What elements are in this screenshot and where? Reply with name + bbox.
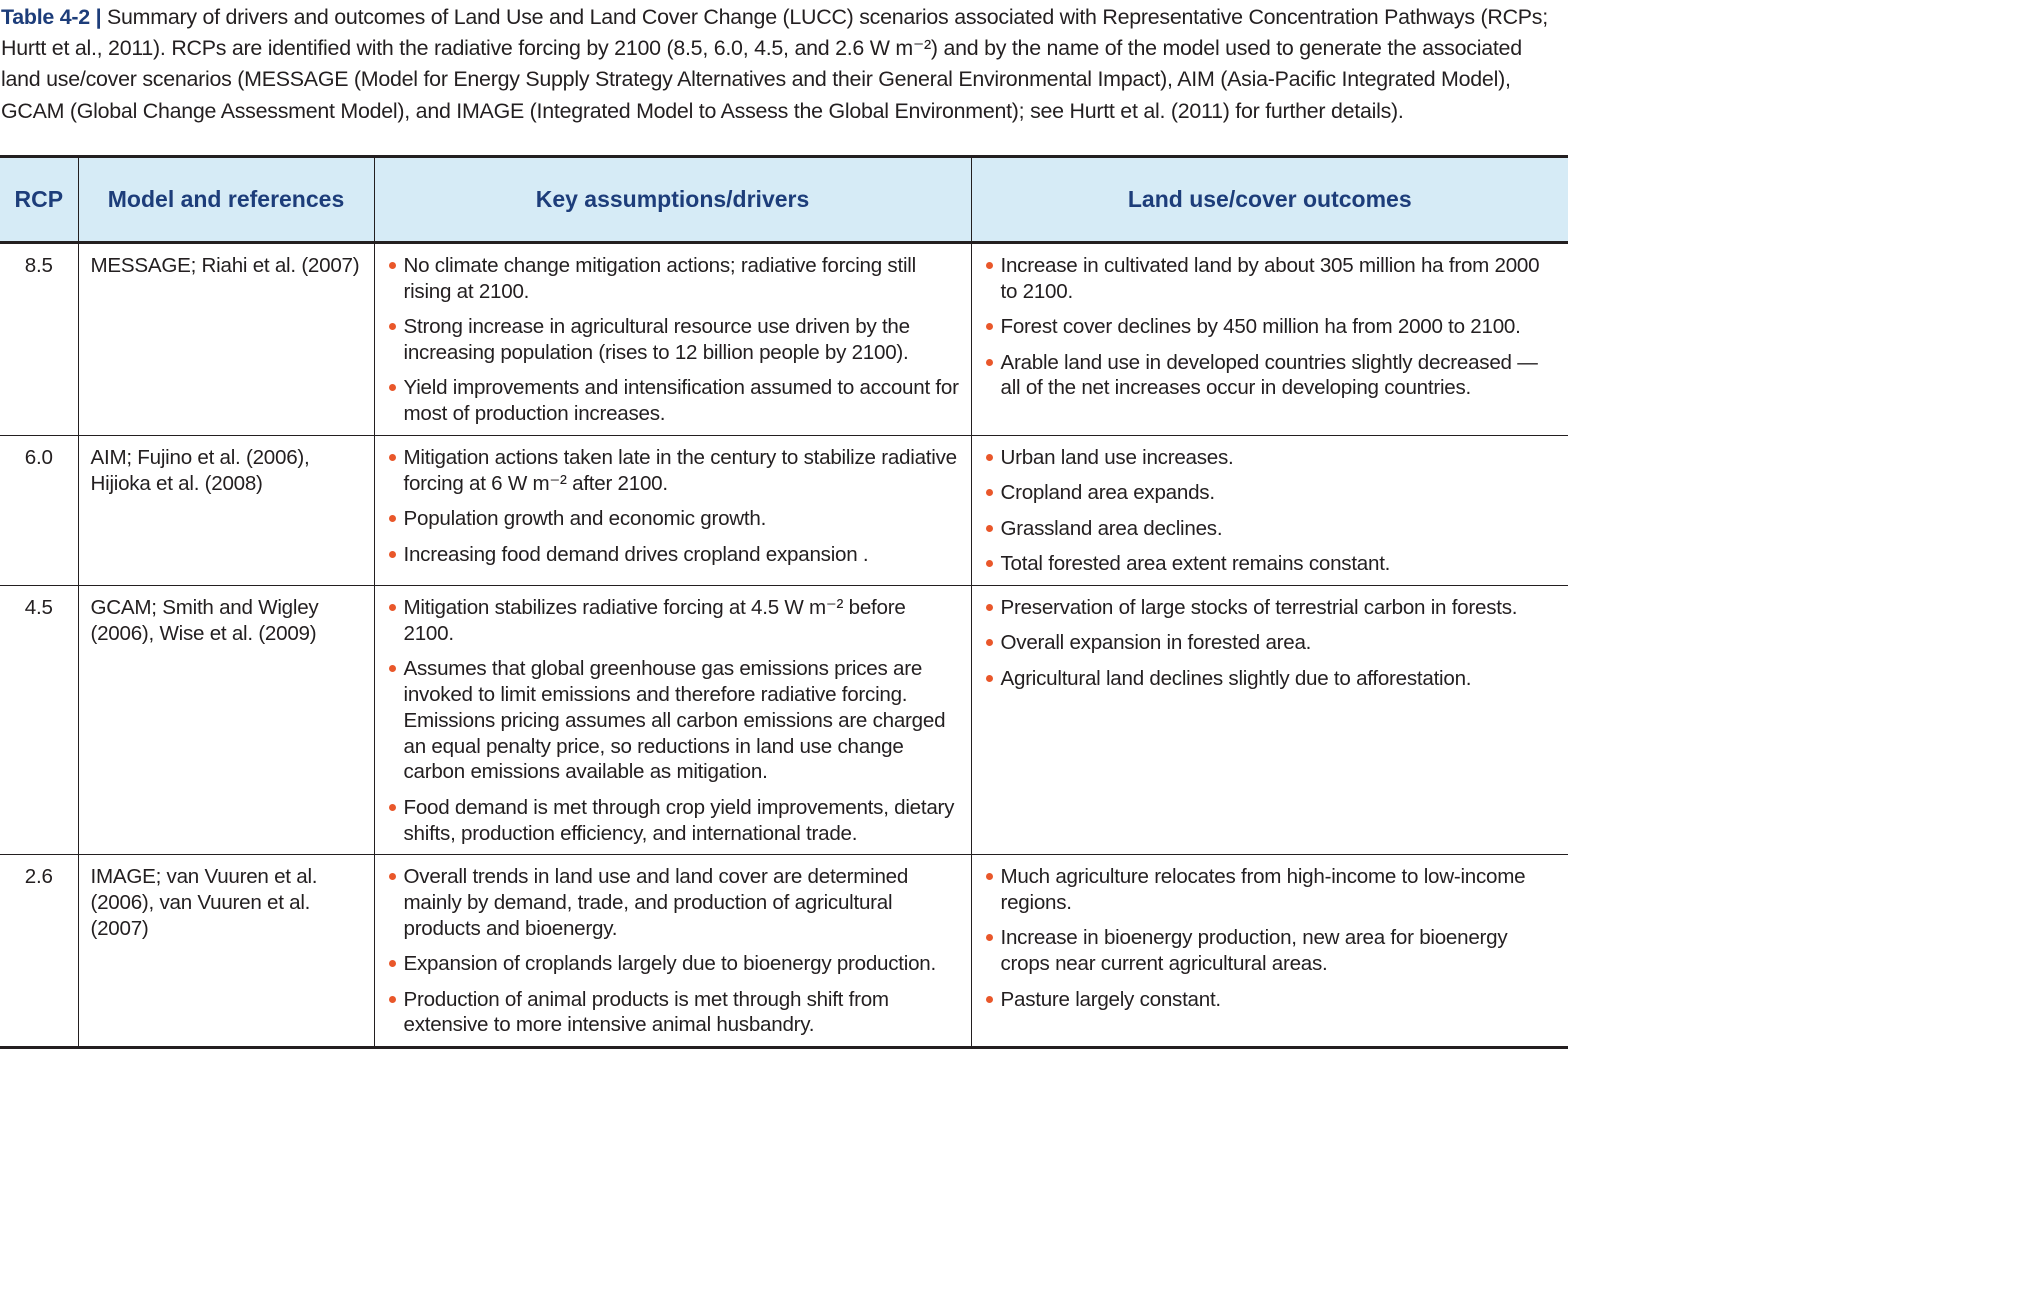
driver-text: Mitigation actions taken late in the century to stabilize radiative forcing at 6 W m⁻² after 2100. [403,445,957,495]
drivers-cell [374,855,971,1048]
bullet-icon [389,515,396,522]
driver-text: Food demand is met through crop yield improvements, dietary shifts, production efficiency, and international trade. [403,795,955,845]
outcome-text: Preservation of large stocks of terrestrial carbon in forests. [1000,595,1518,619]
outcome-item [984,445,1559,471]
bullet-icon [389,960,396,967]
bullet-icon [389,665,396,672]
outcome-text: Grassland area declines. [1000,516,1223,540]
bullet-icon [986,873,993,880]
bullet-icon [389,262,396,269]
bullet-icon [389,323,396,330]
drivers-cell [374,243,971,436]
bullet-icon [389,454,396,461]
driver-list [387,253,961,427]
outcomes-cell [971,243,1568,436]
outcome-text: Arable land use in developed countries slightly decreased — all of the net increases occur in developing countries. [1000,350,1538,400]
outcome-text: Overall expansion in forested area. [1000,631,1312,655]
bullet-icon [389,873,396,880]
driver-list [387,445,961,567]
lucc-scenarios-table-wrapper [0,155,1568,1049]
driver-item [387,314,961,366]
driver-text: Expansion of croplands largely due to bioenergy production. [403,952,936,976]
bullet-icon [986,525,993,532]
bullet-icon [986,934,993,941]
outcome-text: Total forested area extent remains constant. [1000,552,1391,576]
driver-item [387,253,961,305]
outcome-item [984,350,1559,402]
table-body [0,243,1568,1048]
table-row [0,855,1568,1048]
driver-text: No climate change mitigation actions; radiative forcing still rising at 2100. [403,254,916,303]
table-row [0,243,1568,436]
driver-text: Yield improvements and intensification assumed to account for most of production increases. [403,376,959,426]
bullet-icon [389,996,396,1003]
driver-item [387,656,961,785]
outcomes-cell [971,855,1568,1048]
outcome-item [984,551,1559,577]
outcome-text: Pasture largely constant. [1000,987,1221,1011]
bullet-icon [986,675,993,682]
outcome-text: Cropland area expands. [1000,481,1215,505]
table-header [0,157,1568,243]
driver-list [387,595,961,846]
drivers-cell [374,435,971,585]
outcome-text: Much agriculture relocates from high-income to low-income regions. [1000,865,1526,915]
driver-text: Population growth and economic growth. [403,507,767,531]
rcp-cell: 2.6 [0,855,78,1048]
bullet-icon [986,489,993,496]
outcome-item [984,314,1559,340]
bullet-icon [986,639,993,646]
bullet-icon [986,262,993,269]
bullet-icon [389,384,396,391]
driver-text: Increasing food demand drives cropland expansion . [403,542,869,566]
header-rcp: RCP [0,157,78,243]
table-caption [1,2,1563,127]
driver-item [387,795,961,847]
outcome-text: Urban land use increases. [1000,445,1234,469]
outcome-item [984,253,1559,305]
driver-text: Assumes that global greenhouse gas emissions prices are invoked to limit emissions and therefore radiative forcing. Emissions pricing assumes all carbon emissions are charged an equal penalty price, so reductions in land use change carbon emissions available as mitigation. [403,657,946,784]
header-model: Model and references [78,157,374,243]
table-row [0,435,1568,585]
driver-list [387,864,961,1038]
header-drivers: Key assumptions/drivers [374,157,971,243]
outcome-list [984,253,1559,401]
outcome-item [984,666,1559,692]
model-cell: IMAGE; van Vuuren et al. (2006), van Vuuren et al. (2007) [78,855,374,1048]
outcome-text: Increase in bioenergy production, new area for bioenergy crops near current agricultural areas. [1000,926,1508,976]
driver-item [387,595,961,647]
drivers-cell [374,585,971,854]
outcomes-cell [971,585,1568,854]
driver-item [387,864,961,941]
driver-item [387,506,961,532]
outcome-list [984,595,1559,692]
header-outcomes: Land use/cover outcomes [971,157,1568,243]
driver-text: Production of animal products is met through shift from extensive to more intensive animal husbandry. [403,987,889,1037]
outcome-item [984,630,1559,656]
table-row [0,585,1568,854]
rcp-cell: 6.0 [0,435,78,585]
driver-text: Mitigation stabilizes radiative forcing at 4.5 W m⁻² before 2100. [403,595,906,645]
driver-text: Overall trends in land use and land cover are determined mainly by demand, trade, and production of agricultural products and bioenergy. [403,865,909,940]
outcome-item [984,864,1559,916]
model-cell: MESSAGE; Riahi et al. (2007) [78,243,374,436]
driver-text: Strong increase in agricultural resource use driven by the increasing population (rises to 12 billion people by 2100). [403,315,910,364]
bullet-icon [986,604,993,611]
bullet-icon [389,804,396,811]
bullet-icon [389,604,396,611]
rcp-cell: 4.5 [0,585,78,854]
outcome-text: Agricultural land declines slightly due to afforestation. [1000,666,1472,690]
outcome-item [984,987,1559,1013]
caption-label: Table 4-2 | [1,5,102,29]
outcome-list [984,445,1559,577]
bullet-icon [986,323,993,330]
outcome-text: Increase in cultivated land by about 305 million ha from 2000 to 2100. [1000,254,1540,303]
bullet-icon [986,996,993,1003]
outcome-list [984,864,1559,1012]
caption-text: Summary of drivers and outcomes of Land Use and Land Cover Change (LUCC) scenarios associated with Representative Concentration Pathways (RCPs; Hurtt et al., 2011). RCPs are identified with the radiative forcing by 2100 (8.5, 6.0, 4.5, and 2.6 W m⁻²) and by the name of the model used to generate the associated land use/cover scenarios (MESSAGE (Model for Energy Supply Strategy Alternatives and their General Environmental Impact), AIM (Asia-Pacific Integrated Model), GCAM (Global Change Assessment Model), and IMAGE (Integrated Model to Assess the Global Environment); see Hurtt et al. (2011) for further details). [1,5,1548,123]
outcome-text: Forest cover declines by 450 million ha from 2000 to 2100. [1000,315,1521,339]
driver-item [387,375,961,427]
model-cell: AIM; Fujino et al. (2006), Hijioka et al. (2008) [78,435,374,585]
driver-item [387,987,961,1039]
outcome-item [984,595,1559,621]
bullet-icon [986,454,993,461]
rcp-cell: 8.5 [0,243,78,436]
header-row [0,157,1568,243]
driver-item [387,951,961,977]
driver-item [387,542,961,568]
outcomes-cell [971,435,1568,585]
bullet-icon [986,359,993,366]
outcome-item [984,925,1559,977]
model-cell: GCAM; Smith and Wigley (2006), Wise et al. (2009) [78,585,374,854]
outcome-item [984,480,1559,506]
bullet-icon [389,551,396,558]
lucc-scenarios-table [0,155,1568,1049]
driver-item [387,445,961,497]
outcome-item [984,516,1559,542]
bullet-icon [986,560,993,567]
